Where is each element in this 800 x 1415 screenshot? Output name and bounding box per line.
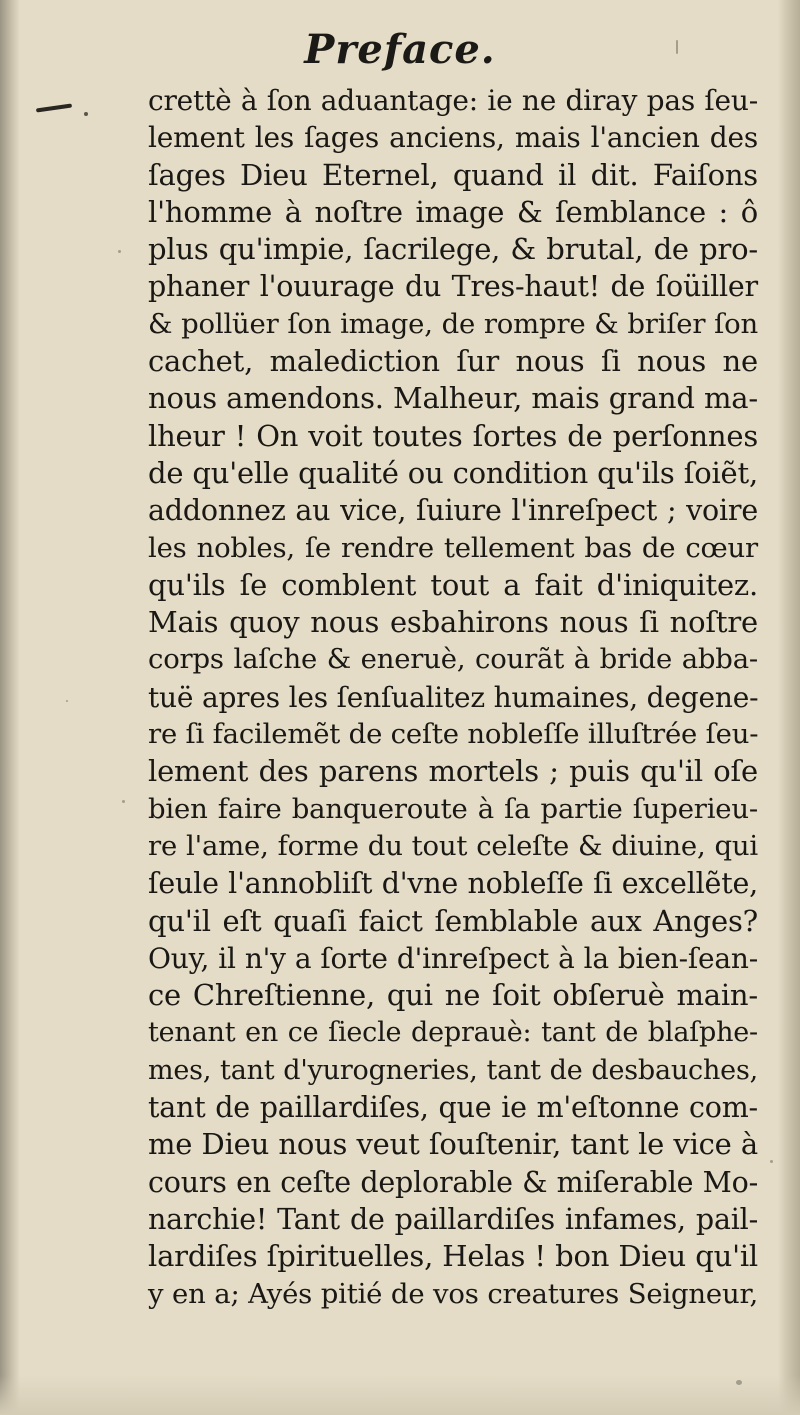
text-line: bien faire banqueroute à ſa partie ſuperieu- bbox=[148, 792, 758, 825]
text-line: ce Chreſtienne, qui ne ſoit obſeruè main- bbox=[148, 978, 758, 1013]
text-line: lement les ſages anciens, mais l'ancien des bbox=[148, 121, 758, 155]
text-line: tuë apres les ſenſualitez humaines, degene- bbox=[148, 680, 759, 714]
page-fore-edge bbox=[778, 0, 800, 1415]
text-line: les nobles, ſe rendre tellement bas de cœur bbox=[148, 531, 758, 564]
binding-shadow bbox=[0, 0, 20, 1415]
text-line: qu'ils ſe comblent tout a fait d'iniquitez. bbox=[148, 567, 758, 602]
paper-speck bbox=[118, 250, 121, 253]
text-line: ſages Dieu Eternel, quand il dit. Faiſons bbox=[148, 157, 758, 192]
body-text bbox=[148, 82, 758, 1313]
text-line: Ouy, il n'y a ſorte d'inreſpect à la bien-ſean- bbox=[148, 941, 758, 975]
text-line: plus qu'impie, ſacrilege, & brutal, de pro- bbox=[148, 232, 758, 267]
text-line: Mais quoy nous esbahirons nous ſi noſtre bbox=[148, 605, 758, 640]
margin-ink-dot bbox=[84, 112, 88, 116]
text-line: addonnez au vice, ſuiure l'inreſpect ; voire bbox=[148, 494, 758, 528]
text-line: narchie! Tant de paillardiſes infames, pail- bbox=[148, 1202, 758, 1236]
margin-ink-mark bbox=[36, 104, 72, 113]
text-line: cours en ceſte deplorable & miſerable Mo- bbox=[148, 1165, 758, 1199]
text-line: re ſi facilemẽt de ceſte nobleſſe illuſtrée ſeu- bbox=[148, 718, 759, 751]
text-line: lardiſes ſpirituelles, Helas ! bon Dieu qu'il bbox=[148, 1239, 758, 1274]
page-bottom-shade bbox=[0, 1375, 800, 1415]
paper-speck bbox=[676, 40, 678, 54]
text-line: l'homme à noſtre image & ſemblance : ô bbox=[148, 194, 758, 229]
running-head: Preface. bbox=[304, 26, 496, 73]
text-line: phaner l'ouurage du Tres-haut! de ſoüiller bbox=[148, 270, 758, 304]
text-line: lement des parens mortels ; puis qu'il oſe bbox=[148, 754, 758, 789]
text-line: qu'il eſt quaſi faict ſemblable aux Anges? bbox=[148, 903, 758, 938]
text-line: mes, tant d'yurogneries, tant de desbauches, bbox=[148, 1054, 758, 1086]
paper-speck bbox=[770, 1160, 773, 1163]
text-line: tant de paillardiſes, que ie m'eſtonne com- bbox=[148, 1091, 758, 1125]
text-line: me Dieu nous veut ſouſtenir, tant le vice à bbox=[148, 1127, 758, 1162]
text-line: nous amendons. Malheur, mais grand ma- bbox=[148, 381, 758, 416]
text-line: ſeule l'annobliſt d'vne nobleſſe ſi excellẽte, bbox=[148, 867, 758, 901]
text-line: y en a; Ayés pitié de vos creatures Seigneur, bbox=[148, 1277, 758, 1310]
text-line: de qu'elle qualité ou condition qu'ils ſoiẽt, bbox=[148, 455, 758, 490]
paper-speck bbox=[736, 1380, 742, 1385]
text-line: lheur ! On voit toutes ſortes de perſonnes bbox=[148, 418, 758, 453]
text-line: crettè à ſon aduantage: ie ne diray pas ſeu- bbox=[148, 84, 758, 117]
paper-speck bbox=[66, 700, 68, 702]
text-line: re l'ame, forme du tout celeſte & diuine, qui bbox=[148, 829, 758, 862]
text-line: tenant en ce ſiecle deprauè: tant de blaſphe- bbox=[148, 1017, 758, 1049]
paper-speck bbox=[122, 800, 125, 803]
text-line: corps laſche & eneruè, courãt à bride abba- bbox=[148, 643, 758, 676]
text-line: & pollüer ſon image, de rompre & briſer ſon bbox=[148, 307, 758, 340]
text-line: cachet, malediction ſur nous ſi nous ne bbox=[148, 344, 758, 379]
